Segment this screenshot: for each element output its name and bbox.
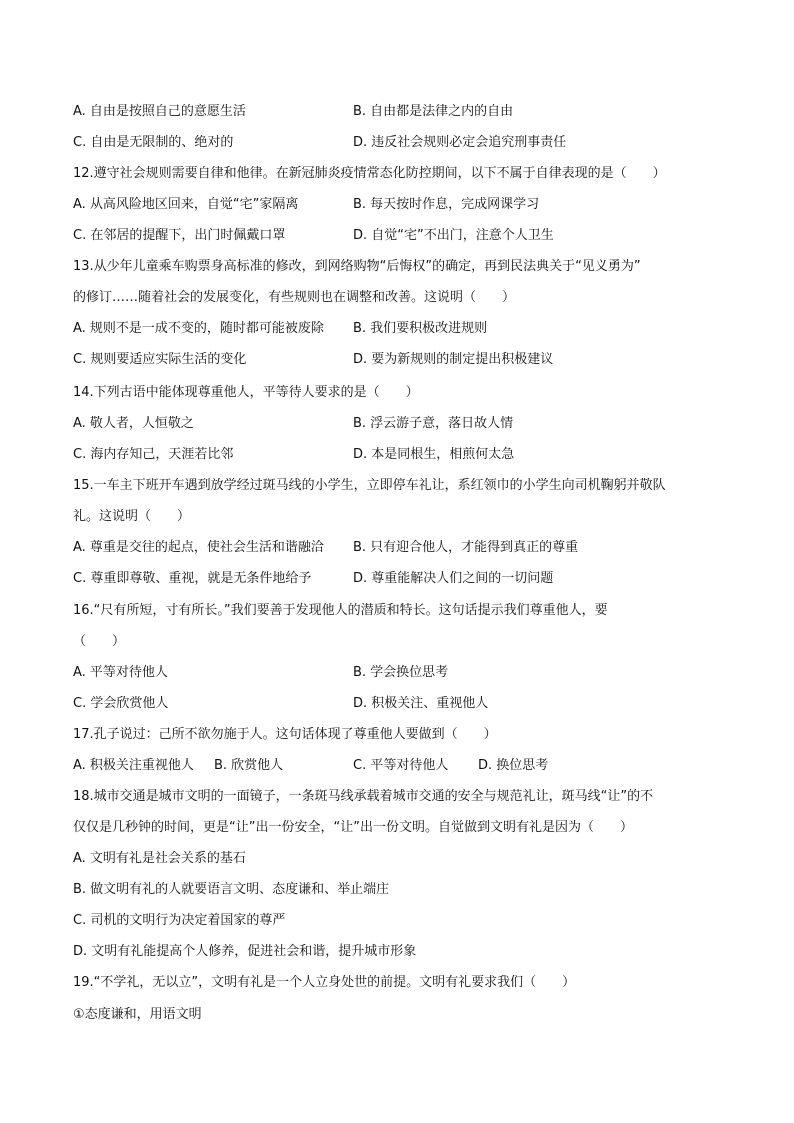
q17-option-b[interactable]: B. 欣赏他人 [214, 758, 284, 773]
q17-option-c[interactable]: C. 平等对待他人 [353, 758, 449, 773]
q19-item-1: ①态度谦和，用语文明 [73, 1007, 202, 1022]
q11-option-row-2 [73, 132, 723, 154]
q13-stem-line-2: 的修订……随着社会的发展变化，有些规则也在调整和改善。这说明（ ） [73, 290, 516, 305]
q18-stem-line-1: 18.城市交通是城市文明的一面镜子，一条斑马线承载着城市交通的安全与规范礼让，斑马线“让”的不 [73, 789, 654, 804]
q11-option-c[interactable]: C. 自由是无限制的、绝对的 [73, 135, 234, 150]
q15-option-row-2 [73, 568, 723, 590]
q15-option-c[interactable]: C. 尊重即尊敬、重视，就是无条件地给予 [73, 571, 312, 586]
q13-option-d[interactable]: D. 要为新规则的制定提出积极建议 [353, 352, 554, 367]
q15-stem-line-2: 礼。这说明（ ） [73, 509, 191, 524]
q13-option-a[interactable]: A. 规则不是一成不变的，随时都可能被废除 [73, 321, 324, 336]
q14-option-a[interactable]: A. 敬人者，人恒敬之 [73, 416, 194, 431]
q19-stem: 19.“不学礼，无以立”，文明有礼是一个人立身处世的前提。文明有礼要求我们（ ） [73, 975, 576, 990]
q13-option-row-2 [73, 349, 723, 371]
q14-option-c[interactable]: C. 海内存知己，天涯若比邻 [73, 447, 234, 462]
q12-option-row-1 [73, 194, 723, 216]
q11-option-d[interactable]: D. 违反社会规则必定会追究刑事责任 [353, 135, 567, 150]
q13-option-c[interactable]: C. 规则要适应实际生活的变化 [73, 352, 247, 367]
q17-option-a[interactable]: A. 积极关注重视他人 [73, 758, 194, 773]
q18-stem-line-2: 仅仅是几秒钟的时间，更是“让”出一份安全，“让”出一份文明。自觉做到文明有礼是因为（ ） [73, 820, 633, 835]
q18-option-a[interactable]: A. 文明有礼是社会关系的基石 [73, 851, 246, 866]
q16-option-row-1 [73, 662, 723, 684]
q16-stem-line-2: （ ） [73, 634, 126, 649]
q14-option-row-2 [73, 444, 723, 466]
q11-option-b[interactable]: B. 自由都是法律之内的自由 [353, 104, 514, 119]
q16-option-a[interactable]: A. 平等对待他人 [73, 665, 168, 680]
q16-option-b[interactable]: B. 学会换位思考 [353, 665, 449, 680]
q12-option-b[interactable]: B. 每天按时作息，完成网课学习 [353, 197, 540, 212]
q17-option-d[interactable]: D. 换位思考 [478, 758, 549, 773]
q14-option-d[interactable]: D. 本是同根生，相煎何太急 [353, 447, 515, 462]
q16-stem-line-1: 16.“尺有所短，寸有所长。”我们要善于发现他人的潜质和特长。这句话提示我们尊重他人，要 [73, 603, 608, 618]
q12-option-a[interactable]: A. 从高风险地区回来，自觉“宅”家隔离 [73, 197, 299, 212]
q16-option-row-2 [73, 693, 723, 715]
q16-option-c[interactable]: C. 学会欣赏他人 [73, 696, 169, 711]
q14-option-row-1 [73, 413, 723, 435]
q15-option-b[interactable]: B. 只有迎合他人，才能得到真正的尊重 [353, 540, 579, 555]
q11-option-a[interactable]: A. 自由是按照自己的意愿生活 [73, 104, 246, 119]
q12-stem: 12.遵守社会规则需要自律和他律。在新冠肺炎疫情常态化防控期间，以下不属于自律表现的是（ ） [73, 166, 666, 181]
q12-option-d[interactable]: D. 自觉“宅”不出门，注意个人卫生 [353, 228, 554, 243]
q13-option-row-1 [73, 318, 723, 340]
q13-stem-line-1: 13.从少年儿童乘车购票身高标准的修改，到网络购物“后悔权”的确定，再到民法典关于“见义勇为” [73, 259, 641, 274]
q14-stem: 14.下列古语中能体现尊重他人，平等待人要求的是（ ） [73, 385, 419, 400]
q17-stem: 17.孔子说过：己所不欲勿施于人。这句话体现了尊重他人要做到（ ） [73, 727, 497, 742]
q15-option-d[interactable]: D. 尊重能解决人们之间的一切问题 [353, 571, 554, 586]
q18-option-d[interactable]: D. 文明有礼能提高个人修养，促进社会和谐，提升城市形象 [73, 944, 417, 959]
q12-option-c[interactable]: C. 在邻居的提醒下，出门时佩戴口罩 [73, 228, 286, 243]
q15-option-a[interactable]: A. 尊重是交往的起点，使社会生活和谐融洽 [73, 540, 324, 555]
q15-stem-line-1: 15.一车主下班开车遇到放学经过斑马线的小学生，立即停车礼让，系红领巾的小学生向司机鞠躬并敬队 [73, 478, 666, 493]
q13-option-b[interactable]: B. 我们要积极改进规则 [353, 321, 488, 336]
q11-option-row-1 [73, 101, 723, 123]
q16-option-d[interactable]: D. 积极关注、重视他人 [353, 696, 489, 711]
q14-option-b[interactable]: B. 浮云游子意，落日故人情 [353, 416, 514, 431]
q17-option-row [73, 755, 723, 777]
q15-option-row-1 [73, 537, 723, 559]
q12-option-row-2 [73, 225, 723, 247]
q18-option-c[interactable]: C. 司机的文明行为决定着国家的尊严 [73, 913, 286, 928]
q18-option-b[interactable]: B. 做文明有礼的人就要语言文明、态度谦和、举止端庄 [73, 882, 390, 897]
